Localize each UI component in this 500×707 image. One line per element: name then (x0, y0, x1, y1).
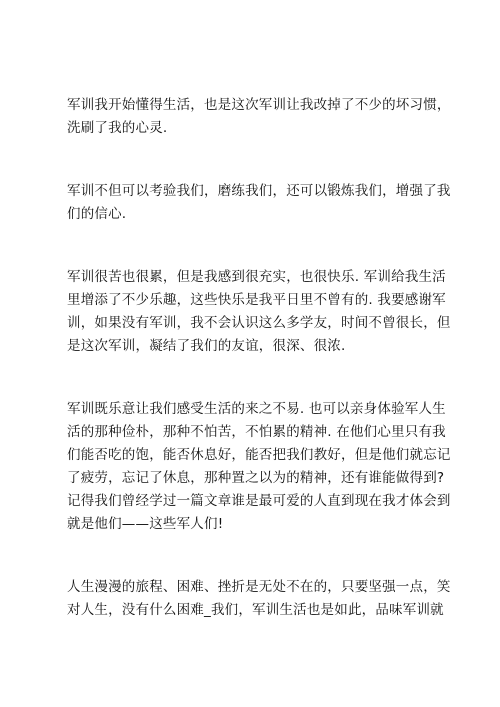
text-line: 洗刷了我的心灵. (67, 120, 168, 136)
text-line: 人生漫漫的旅程、困难、挫折是无处不在的，只要坚强一点，笑 (67, 579, 451, 595)
text-line: 们的信心. (67, 206, 127, 222)
text-line: 军训既乐意让我们感受生活的来之不易. 也可以亲身体验军人生 (67, 401, 446, 417)
text-line: 训，如果没有军训，我不会认识这么多学友，时间不曾很长，但 (67, 315, 451, 331)
text-line: 军训很苦也很累，但是我感到很充实，也很快乐. 军训给我生活 (67, 269, 446, 285)
text-line: 是这次军训，凝结了我们的友谊，很深、很浓. (67, 338, 346, 354)
text-line: 活的那种俭朴，那种不怕苦，不怕累的精神. 在他们心里只有我 (67, 424, 446, 440)
text-line: 了疲劳，忘记了休息，那种置之以为的精神，还有谁能做得到? (67, 470, 445, 486)
paragraph-3 (67, 266, 449, 358)
text-line: 们能否吃的饱，能否休息好，能否把我们教好，但是他们就忘记 (67, 447, 451, 463)
text-line: 里增添了不少乐趣，这些快乐是我平日里不曾有的. 我要感谢军 (67, 292, 446, 308)
paragraph-2 (67, 180, 449, 226)
text-line: 军训不但可以考验我们，磨练我们，还可以锻炼我们，增强了我 (67, 183, 451, 199)
text-line: 军训我开始懂得生活，也是这次军训让我改掉了不少的坏习惯， (67, 97, 451, 113)
text-line: 对人生，没有什么困难_我们，军训生活也是如此，品味军训就 (67, 602, 444, 618)
paragraph-1 (67, 94, 449, 140)
text-line: 记得我们曾经学过一篇文章谁是最可爱的人直到现在我才体会到 (67, 493, 451, 509)
paragraph-4 (67, 398, 449, 536)
document-body (67, 94, 449, 662)
paragraph-5 (67, 576, 449, 622)
text-line: 就是他们——这些军人们! (67, 516, 224, 532)
